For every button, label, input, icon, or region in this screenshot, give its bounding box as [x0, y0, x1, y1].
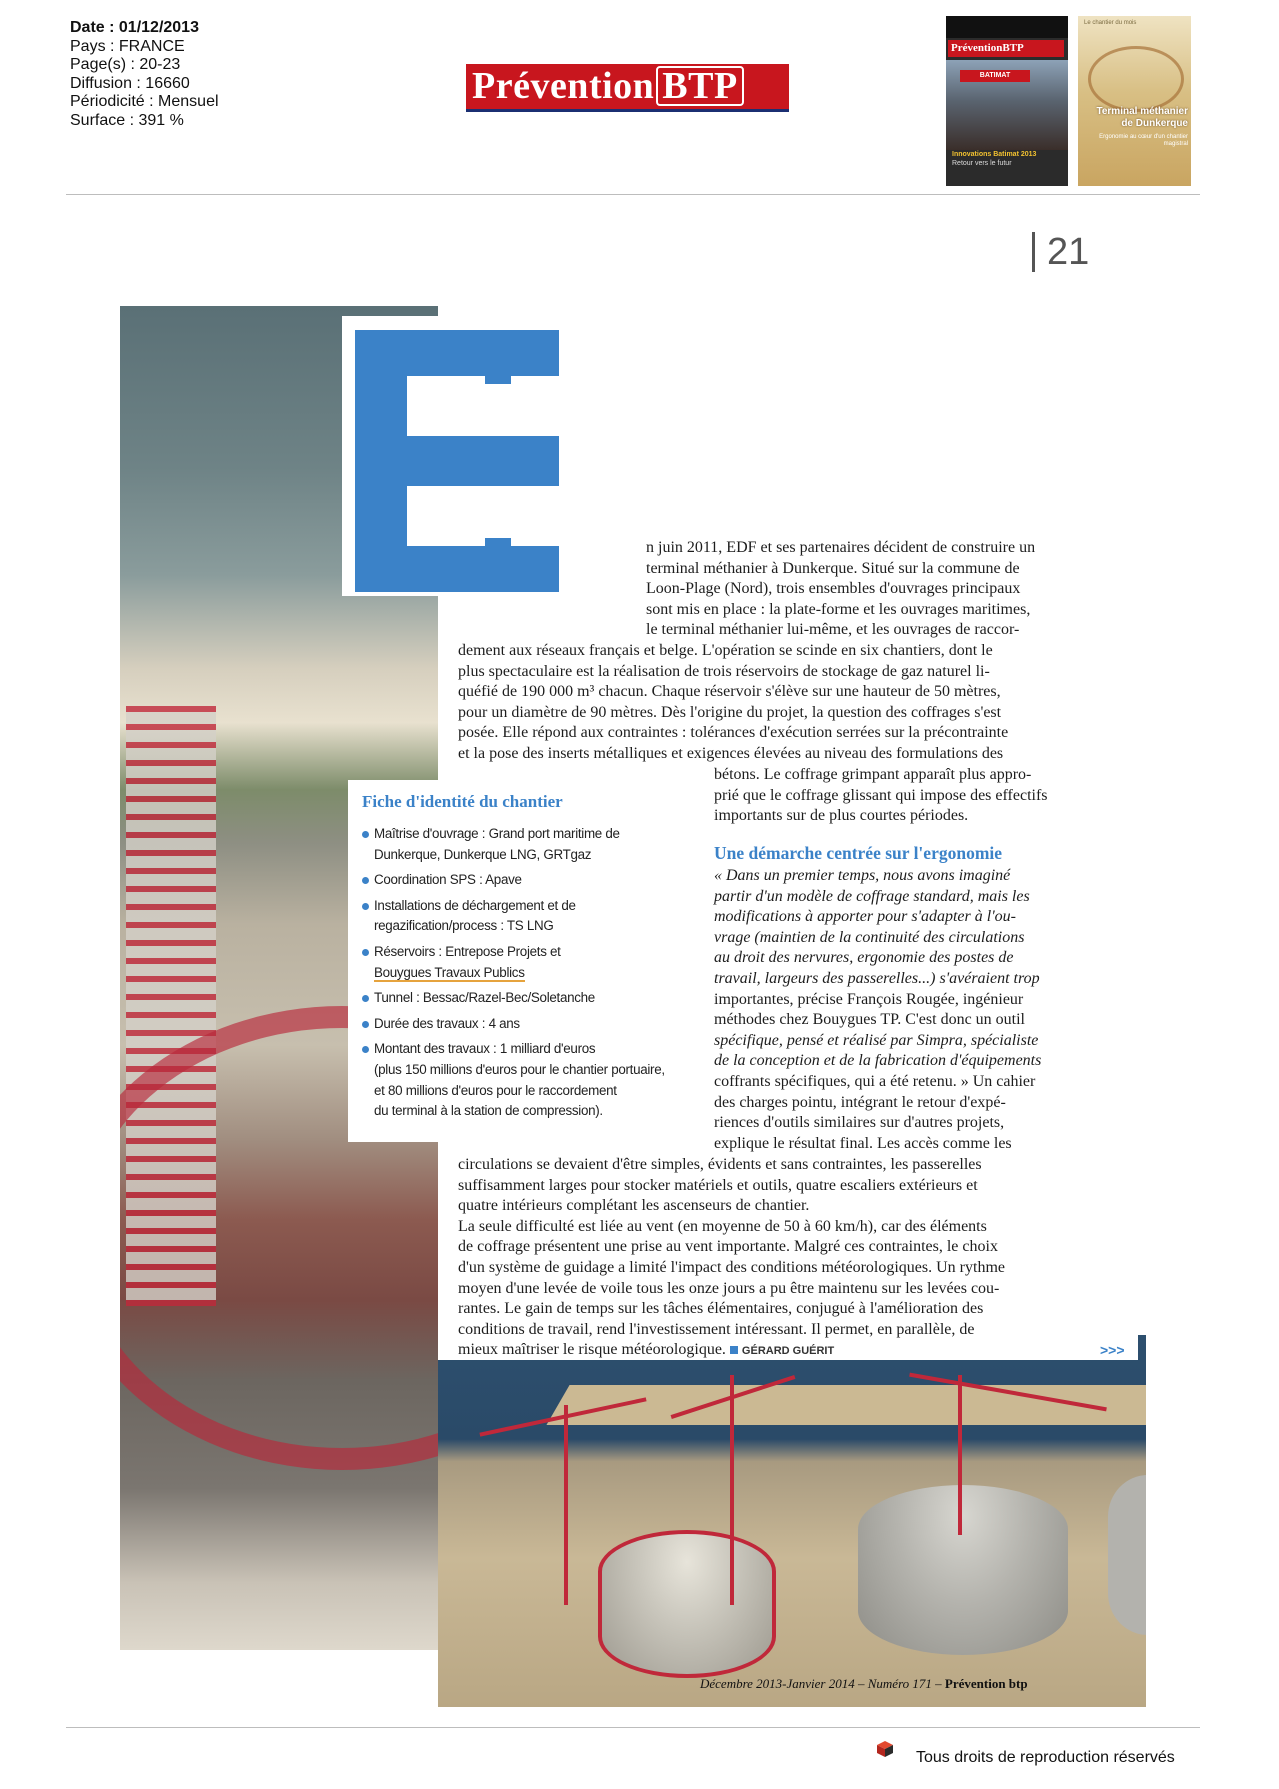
list-item	[362, 896, 696, 937]
terminal-illustration	[438, 1335, 1146, 1707]
issue-text: Décembre 2013-Janvier 2014 – Numéro 171 –	[700, 1676, 942, 1691]
cover-logo: PréventionBTP	[948, 40, 1064, 57]
illustration-crane-mast	[564, 1405, 568, 1605]
cube-logo-icon	[876, 1740, 894, 1758]
article-subheading: Une démarche centrée sur l'ergonomie	[714, 843, 1003, 863]
illustration-tank-2	[858, 1485, 1068, 1655]
text-line: quatre intérieurs complétant les ascenseurs de chantier.	[458, 1197, 810, 1215]
last-line-text: mieux maîtriser le risque météorologique.	[458, 1341, 726, 1359]
footer-divider	[66, 1727, 1200, 1728]
item-line: et 80 millions d'euros pour le raccordement	[374, 1082, 617, 1098]
item-line: du terminal à la station de compression).	[374, 1103, 603, 1119]
text-line: des charges pointu, intégrant le retour d'expé-	[714, 1093, 1006, 1111]
meta-pages: Page(s) : 20-23	[70, 56, 181, 73]
identity-box-title: Fiche d'identité du chantier	[362, 792, 563, 811]
text-line: de coffrage présentent une prise au vent importante. Malgré ces contraintes, le choix	[458, 1238, 998, 1256]
cover-caption	[952, 150, 1064, 168]
magazine-cover-thumbnail	[946, 16, 1068, 186]
item-line: Dunkerque, Dunkerque LNG, GRTgaz	[374, 846, 592, 862]
page-number: 21	[1032, 232, 1089, 272]
article-opener-thumbnail	[1078, 16, 1191, 186]
illustration-crane-mast	[958, 1375, 962, 1535]
text-line: au droit des nervures, ergonomie des postes de	[714, 949, 1014, 967]
article-intro-mid	[458, 641, 1088, 765]
text-line: bétons. Le coffrage grimpant apparaît plus appro-	[714, 766, 1032, 783]
opener-title: Terminal méthanier de Dunkerque	[1096, 106, 1188, 129]
identity-list	[362, 824, 696, 1127]
opener-tank-illustration	[1088, 46, 1184, 112]
article-body-right	[714, 866, 1086, 1154]
text-line: suffisamment larges pour stocker matériels et outils, quatre escaliers extérieurs et	[458, 1176, 978, 1194]
text-line: d'un système de guidage a limité l'impact des conditions météorologiques. Un rythme	[458, 1258, 1005, 1276]
list-item	[362, 1014, 696, 1035]
text-line: terminal méthanier à Dunkerque. Situé sur la commune de	[646, 559, 1020, 577]
text-line-last	[458, 1340, 1088, 1362]
item-line: (plus 150 millions d'euros pour le chantier portuaire,	[374, 1061, 665, 1077]
text-line: rantes. Le gain de temps sur les tâches élémentaires, conjugué à l'amélioration des	[458, 1300, 984, 1318]
list-item	[362, 870, 696, 891]
article-body-bottom	[458, 1155, 1088, 1362]
meta-periodicity: Périodicité : Mensuel	[70, 93, 219, 110]
drop-cap-serif	[485, 538, 511, 552]
text-line: riences d'outils similaires sur d'autres projets,	[714, 1114, 1005, 1132]
meta-country: Pays : FRANCE	[70, 37, 185, 55]
text-line: sont mis en place : la plate-forme et les ouvrages maritimes,	[646, 600, 1031, 618]
text-line: posée. Elle répond aux contraintes : tolérances d'exécution serrées sur la précontrainte	[458, 724, 1009, 742]
item-line: regazification/process : TS LNG	[374, 918, 554, 934]
item-line: Durée des travaux : 4 ans	[374, 1015, 520, 1031]
illustration-crane-mast	[730, 1375, 734, 1605]
text-line: et la pose des inserts métalliques et exigences élevées au niveau des formulations des	[458, 744, 1004, 762]
continue-arrows: >>>	[1100, 1342, 1125, 1358]
drop-cap-counter	[407, 376, 559, 436]
drop-cap-letter-e	[355, 330, 559, 592]
text-line: quéfié de 190 000 m³ chacun. Chaque réservoir s'élève sur une hauteur de 50 mètres,	[458, 683, 1001, 701]
logo-accent: BTP	[656, 66, 743, 106]
text-line: méthodes chez Bouygues TP. C'est donc un outil	[714, 1011, 1025, 1029]
text-line: spécifique, pensé et réalisé par Simpra, spécialiste	[714, 1031, 1039, 1049]
item-line: Réservoirs : Entrepose Projets et	[374, 943, 561, 959]
list-item	[362, 1039, 696, 1121]
text-line: moyen d'une levée de voile tous les onze jours a pu être maintenu sur les levées cou-	[458, 1279, 1000, 1297]
text-line: vrage (maintien de la continuité des circulations	[714, 928, 1025, 946]
text-line: le terminal méthanier lui-même, et les ouvrages de raccor-	[646, 621, 1020, 639]
rights-notice: Tous droits de reproduction réservés	[916, 1749, 1175, 1766]
item-line: Installations de déchargement et de	[374, 897, 576, 913]
illustration-quay	[546, 1385, 1146, 1425]
list-item	[362, 942, 696, 983]
cover-caption-title: Innovations Batimat 2013	[952, 151, 1037, 158]
illustration-tank-3	[1108, 1475, 1146, 1635]
item-line: Montant des travaux : 1 milliard d'euros	[374, 1041, 596, 1057]
text-line: circulations se devaient d'être simples, évidents et sans contraintes, les passerelles	[458, 1156, 982, 1173]
item-line: Tunnel : Bessac/Razel-Bec/Soletanche	[374, 990, 595, 1006]
text-line: pour un diamètre de 90 mètres. Dès l'origine du projet, la question des coffrages s'est	[458, 703, 1002, 721]
item-line: Maîtrise d'ouvrage : Grand port maritime de	[374, 826, 620, 841]
author-byline: GÉRARD GUÉRIT	[730, 1345, 834, 1357]
article-intro-right	[714, 765, 1086, 827]
highlighted-company: Bouygues Travaux Publics	[374, 964, 525, 980]
list-item	[362, 988, 696, 1009]
text-line: partir d'un modèle de coffrage standard, mais les	[714, 887, 1030, 905]
text-line: n juin 2011, EDF et ses partenaires décident de construire un	[646, 539, 1036, 556]
issue-brand: Prévention btp	[944, 1676, 1028, 1691]
list-item	[362, 824, 696, 865]
text-line: prié que le coffrage glissant qui impose des effectifs	[714, 786, 1048, 804]
text-line: La seule difficulté est liée au vent (en moyenne de 50 à 60 km/h), car des éléments	[458, 1217, 987, 1235]
text-line: conditions de travail, rend l'investissement intéressant. Il permet, en parallèle, de	[458, 1320, 975, 1338]
illustration-tank-1	[598, 1530, 776, 1678]
meta-surface: Surface : 391 %	[70, 111, 184, 129]
text-line: dement aux réseaux français et belge. L'opération se scinde en six chantiers, dont le	[458, 642, 993, 659]
publication-logo	[466, 64, 789, 109]
cover-caption-subtitle: Retour vers le futur	[952, 160, 1012, 167]
opener-subtitle: Ergonomie au cœur d'un chantier magistral	[1099, 134, 1188, 147]
text-line: modifications à apporter pour s'adapter à l'ou-	[714, 908, 1016, 926]
issue-footer	[700, 1676, 1028, 1692]
text-line: « Dans un premier temps, nous avons imaginé	[714, 867, 1011, 884]
meta-diffusion: Diffusion : 16660	[70, 74, 190, 92]
text-line: Loon-Plage (Nord), trois ensembles d'ouvrages principaux	[646, 580, 1021, 598]
meta-date: Date : 01/12/2013	[70, 19, 199, 36]
text-line: importants sur de plus courtes périodes.	[714, 807, 969, 825]
text-line: plus spectaculaire est la réalisation de trois réservoirs de stockage de gaz naturel li-	[458, 662, 990, 680]
article-intro-top	[646, 538, 1086, 641]
text-line: de la conception et de la fabrication d'équipements	[714, 1052, 1042, 1070]
text-line: importantes, précise François Rougée, ingénieur	[714, 990, 1024, 1008]
text-line: explique le résultat final. Les accès comme les	[714, 1134, 1012, 1152]
drop-cap-counter	[407, 486, 559, 546]
opener-rubric: Le chantier du mois	[1084, 20, 1137, 26]
text-line: coffrants spécifiques, qui a été retenu. » Un cahier	[714, 1072, 1036, 1090]
item-line	[374, 963, 696, 984]
press-metadata	[70, 19, 219, 130]
site-identity-box	[348, 780, 696, 1142]
text-line: travail, largeurs des passerelles...) s'avéraient trop	[714, 969, 1040, 987]
item-line: Coordination SPS : Apave	[374, 872, 522, 888]
cover-banner: BATIMAT	[960, 70, 1030, 82]
drop-cap-serif	[485, 370, 511, 384]
cover-header-strip	[946, 16, 1068, 38]
logo-main: Prévention	[472, 65, 655, 107]
header-divider	[66, 194, 1200, 195]
